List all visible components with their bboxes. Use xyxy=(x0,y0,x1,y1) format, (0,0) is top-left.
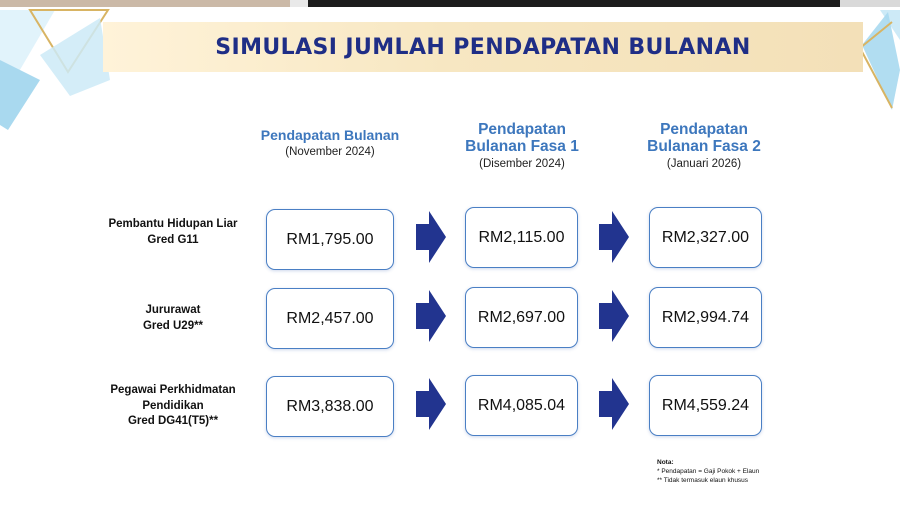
footnote-line: ** Tidak termasuk elaun khusus xyxy=(657,476,749,484)
video-thumbnail-left xyxy=(0,0,290,7)
row-label-line: Gred U29** xyxy=(142,319,204,332)
row-label-line: Gred DG41(T5)** xyxy=(127,415,219,428)
column-header-fasa-1 xyxy=(447,122,597,171)
value-box-r2-c2: RM2,697.00 xyxy=(465,287,578,348)
right-arrow-icon xyxy=(599,378,629,430)
value-box-r1-c2: RM2,115.00 xyxy=(465,207,578,268)
footnote-line: * Pendapatan = Gaji Pokok + Elaun xyxy=(657,467,760,475)
column-period: (Disember 2024) xyxy=(479,158,565,171)
column-title: Pendapatan Bulanan xyxy=(260,127,400,143)
right-arrow-icon xyxy=(416,211,446,263)
value-box-r3-c1: RM3,838.00 xyxy=(266,376,394,437)
top-video-strip xyxy=(0,0,900,7)
row-label-line: Pendidikan xyxy=(142,399,204,412)
column-period: (Januari 2026) xyxy=(666,158,742,171)
right-arrow-icon xyxy=(599,211,629,263)
column-header-fasa-2 xyxy=(629,122,779,171)
row-label-line: Pembantu Hidupan Liar xyxy=(108,218,238,230)
right-arrow-icon xyxy=(599,290,629,342)
column-period: (November 2024) xyxy=(285,146,375,159)
footnote-title: Nota: xyxy=(657,459,674,466)
right-arrow-icon xyxy=(416,378,446,430)
video-thumbnail-right xyxy=(840,0,900,7)
video-thumbnail-gap xyxy=(290,0,308,7)
row-label-line: Gred G11 xyxy=(147,233,199,246)
right-arrow-icon xyxy=(416,290,446,342)
value-box-r2-c1: RM2,457.00 xyxy=(266,288,394,349)
page-title: SIMULASI JUMLAH PENDAPATAN BULANAN xyxy=(215,34,751,60)
column-title: Pendapatan Bulanan Fasa 2 xyxy=(647,121,761,155)
row-label-pembantu-hidupan-liar xyxy=(88,217,258,248)
row-label-line: Jururawat xyxy=(145,304,201,316)
row-label-jururawat xyxy=(88,303,258,334)
value-box-r1-c1: RM1,795.00 xyxy=(266,209,394,270)
column-header-november xyxy=(255,128,405,159)
column-title: Pendapatan Bulanan Fasa 1 xyxy=(465,121,579,155)
value-box-r3-c2: RM4,085.04 xyxy=(465,375,578,436)
value-box-r1-c3: RM2,327.00 xyxy=(649,207,762,268)
row-label-line: Pegawai Perkhidmatan xyxy=(110,384,236,396)
value-box-r3-c3: RM4,559.24 xyxy=(649,375,762,436)
row-label-pegawai-perkhidmatan-pendidikan xyxy=(88,383,258,430)
value-box-r2-c3: RM2,994.74 xyxy=(649,287,762,348)
footnote xyxy=(657,459,759,485)
